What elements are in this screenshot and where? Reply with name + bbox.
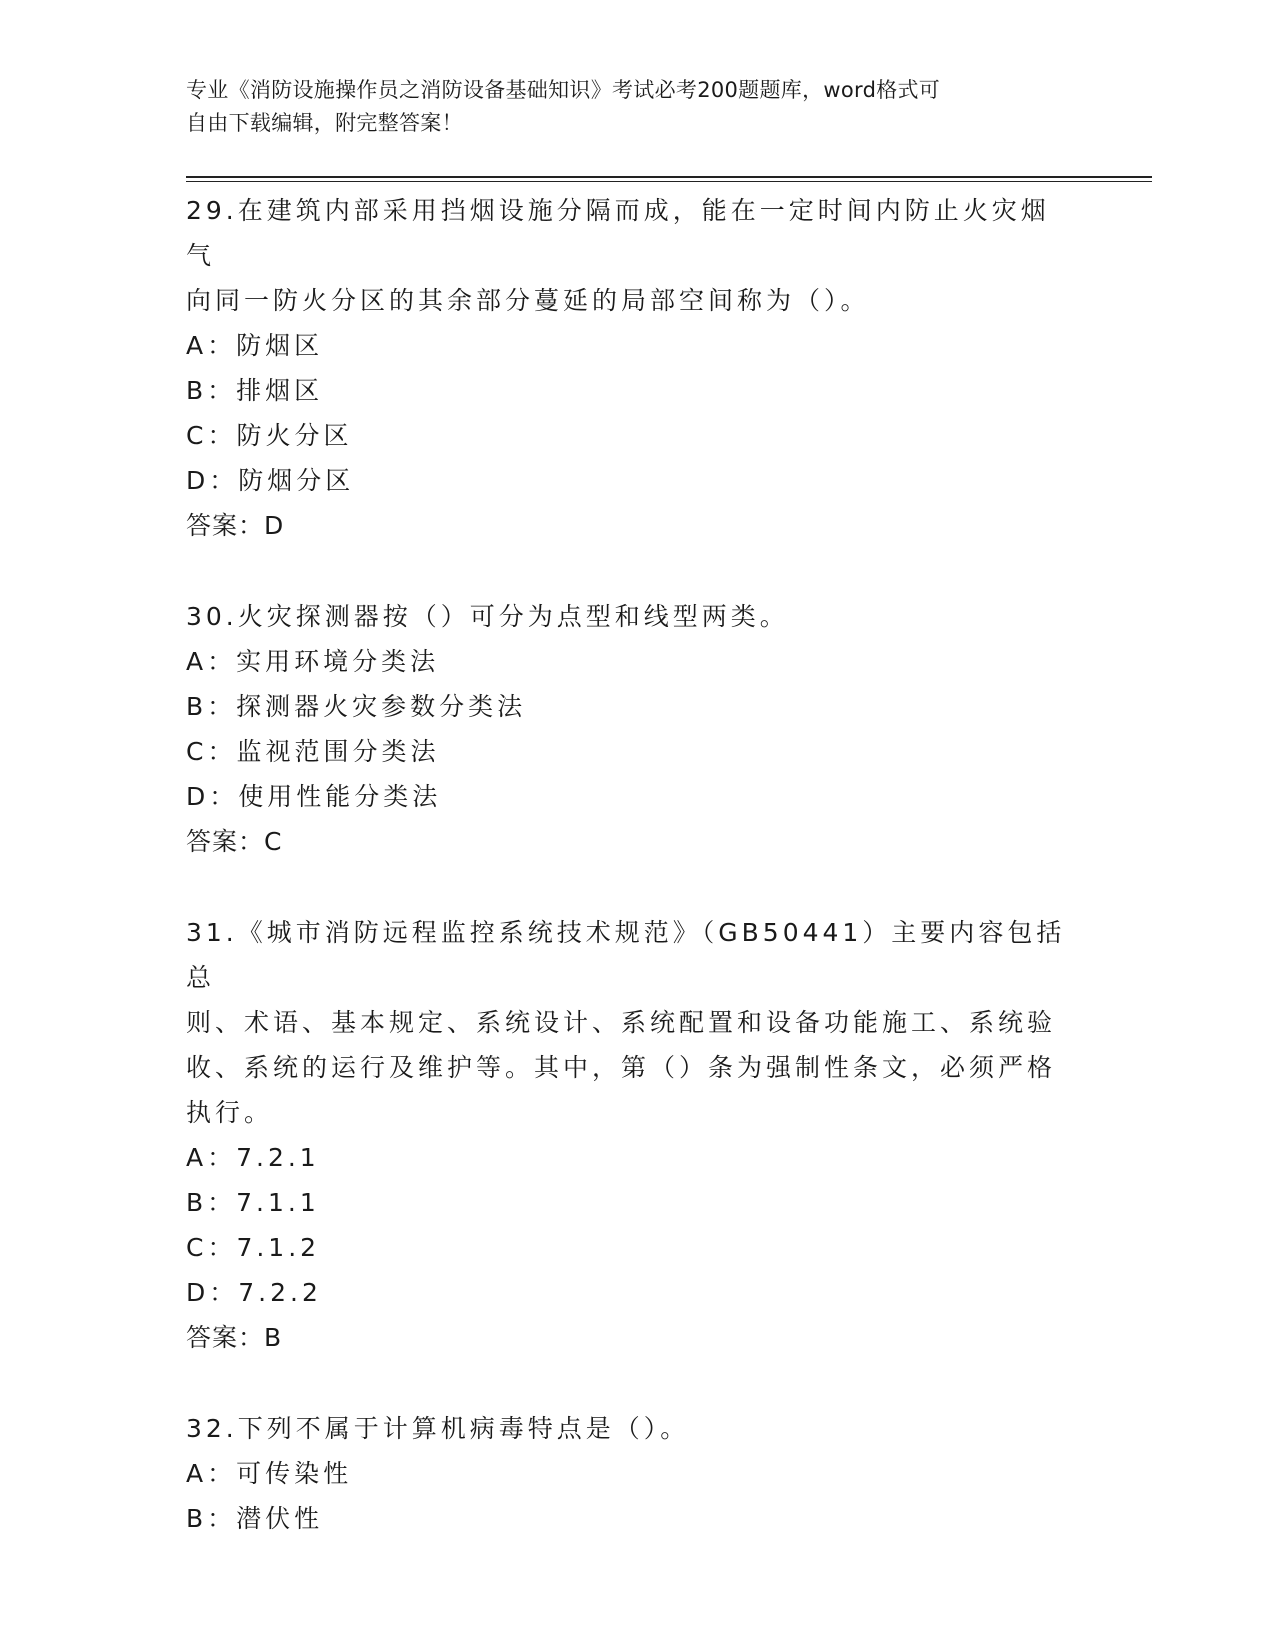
question-32 — [186, 1406, 1086, 1541]
option-d: D：7.2.2 — [186, 1278, 322, 1307]
stem-line: 29.在建筑内部采用挡烟设施分隔而成，能在一定时间内防止火灾烟气 — [186, 196, 1050, 270]
option-c: C：监视范围分类法 — [186, 737, 440, 766]
stem-line: 收、系统的运行及维护等。其中，第（）条为强制性条文，必须严格 — [186, 1053, 1057, 1082]
answer: 答案：D — [186, 511, 285, 540]
question-stem — [186, 594, 1066, 639]
header-divider-thin — [186, 181, 1152, 182]
stem-line: 执行。 — [186, 1098, 274, 1127]
option-b: B：探测器火灾参数分类法 — [186, 692, 527, 721]
option-a: A：可传染性 — [186, 1459, 353, 1488]
option-b: B：潜伏性 — [186, 1504, 324, 1533]
option-b: B：7.1.1 — [186, 1188, 320, 1217]
answer: 答案：B — [186, 1323, 283, 1352]
stem-line: 31.《城市消防远程监控系统技术规范》（GB50441）主要内容包括总 — [186, 918, 1066, 992]
option-b: B：排烟区 — [186, 376, 324, 405]
option-a: A：防烟区 — [186, 331, 324, 360]
option-d: D：防烟分区 — [186, 466, 355, 495]
option-c: C：防火分区 — [186, 421, 353, 450]
question-stem — [186, 1406, 1066, 1451]
header-line-2: 自由下载编辑，附完整答案！ — [186, 111, 463, 135]
question-stem — [186, 188, 1066, 323]
document-header — [186, 74, 1066, 140]
stem-line: 30.火灾探测器按（）可分为点型和线型两类。 — [186, 602, 789, 631]
option-a: A：7.2.1 — [186, 1143, 320, 1172]
option-c: C：7.1.2 — [186, 1233, 321, 1262]
question-list — [186, 188, 1086, 1587]
question-stem — [186, 910, 1066, 1135]
stem-line: 32.下列不属于计算机病毒特点是（）。 — [186, 1414, 690, 1443]
header-line-1: 专业《消防设施操作员之消防设备基础知识》考试必考200题题库，word格式可 — [186, 78, 941, 102]
question-31 — [186, 910, 1086, 1360]
option-d: D：使用性能分类法 — [186, 782, 442, 811]
stem-line: 则、术语、基本规定、系统设计、系统配置和设备功能施工、系统验 — [186, 1008, 1057, 1037]
answer: 答案：C — [186, 827, 283, 856]
question-30 — [186, 594, 1086, 864]
option-a: A：实用环境分类法 — [186, 647, 440, 676]
question-29 — [186, 188, 1086, 548]
header-divider-thick — [186, 176, 1152, 178]
stem-line: 向同一防火分区的其余部分蔓延的局部空间称为（）。 — [186, 286, 870, 315]
